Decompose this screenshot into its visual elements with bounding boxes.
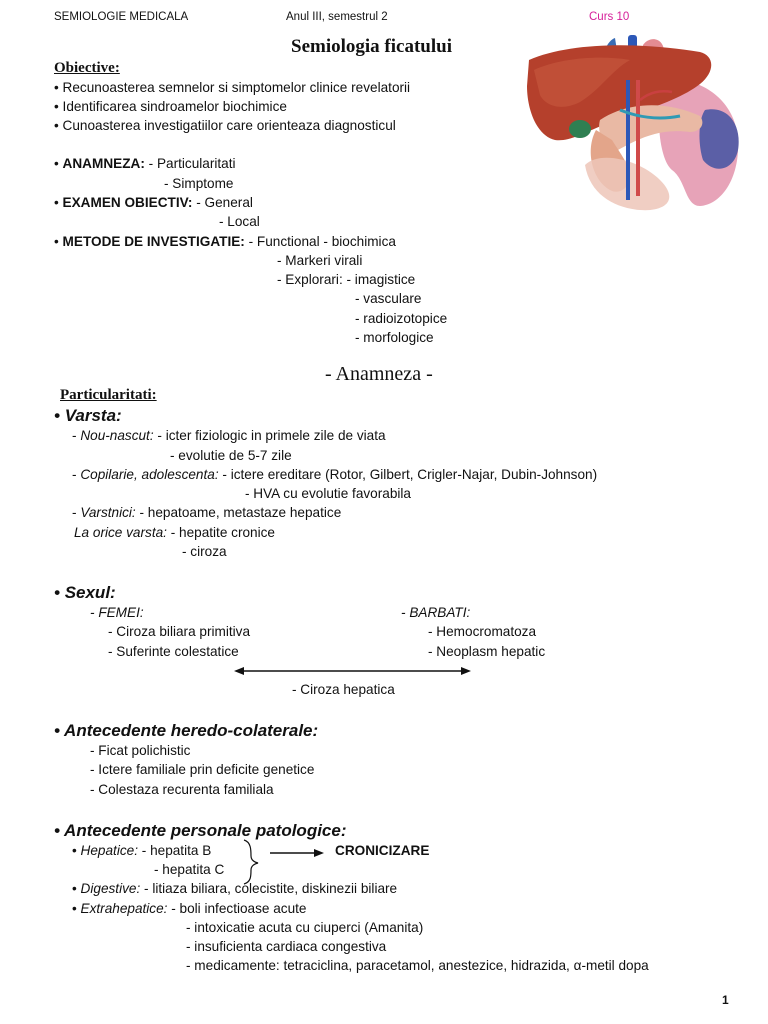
personale-hepatice-line: - hepatita C [154, 862, 225, 877]
outline-explorari-item: - vasculare [355, 291, 422, 306]
personale-extrahepatice-line: - boli infectioase acute [171, 901, 307, 916]
varsta-varstnici-label: Varstnici: [80, 505, 136, 520]
section-title: - Anamneza - [325, 363, 433, 385]
outline-metode-line: - Explorari: - imagistice [277, 272, 416, 287]
sexul-femei-item: - Suferinte colestatice [108, 644, 239, 659]
course-name: SEMIOLOGIE MEDICALA [54, 11, 189, 23]
sexul-femei-item: - Ciroza biliara primitiva [108, 624, 251, 639]
heredo-heading: • Antecedente heredo-colaterale: [54, 721, 319, 740]
lecture-number: Curs 10 [589, 11, 630, 23]
outline-metode: • METODE DE INVESTIGATIE: - Functional - biochimica [54, 234, 396, 249]
varsta-heading: • Varsta: [54, 406, 122, 425]
personale-extrahepatice-line: - insuficienta cardiaca congestiva [186, 939, 387, 954]
personale-extrahepatice-label: Extrahepatice: [80, 901, 168, 916]
personale-digestive-label: Digestive: [80, 881, 141, 896]
page-number: 1 [722, 993, 729, 1007]
varsta-orice [74, 525, 275, 540]
heredo-heading-text: Antecedente heredo-colaterale: [64, 721, 319, 740]
personale-hepatice-label: Hepatice: [80, 843, 138, 858]
sexul-femei-label-text: FEMEI: [98, 605, 144, 620]
outline-examen-line: - Local [219, 214, 260, 229]
varsta-nou-nascut-line: - icter fiziologic in primele zile de viata [157, 428, 386, 443]
course-year: Anul III, semestrul 2 [286, 11, 388, 23]
varsta-nou-nascut-line: - evolutie de 5-7 zile [170, 448, 292, 463]
sexul-heading: • Sexul: [54, 583, 116, 602]
outline-metode-label: METODE DE INVESTIGATIE: [62, 234, 245, 249]
objective-item: • Recunoasterea semnelor si simptomelor clinice revelatorii [54, 80, 411, 95]
objective-item: • Identificarea sindroamelor biochimice [54, 99, 287, 114]
varsta-heading-text: Varsta: [64, 406, 122, 425]
outline-anamneza-line: - Particularitati [148, 156, 236, 171]
varsta-nou-nascut-label: Nou-nascut: [80, 428, 154, 443]
outline-anamneza-label: ANAMNEZA: [62, 156, 145, 171]
personale-extrahepatice: • Extrahepatice: - boli infectioase acute [72, 901, 307, 916]
outline-examen-label: EXAMEN OBIECTIV: [62, 195, 193, 210]
varsta-varstnici-line: - hepatoame, metastaze hepatice [139, 505, 342, 520]
outline-explorari-item: - radioizotopice [355, 311, 448, 326]
sexul-barbati-item: - Hemocromatoza [428, 624, 537, 639]
heredo-item: - Ficat polichistic [90, 743, 191, 758]
personale-digestive: • Digestive: - litiaza biliara, colecistite, diskinezii biliare [72, 881, 398, 896]
outline-metode-line: - Markeri virali [277, 253, 363, 268]
outline-examen: • EXAMEN OBIECTIV: - General [54, 195, 253, 210]
outline-metode-line: - Functional - biochimica [248, 234, 396, 249]
varsta-orice-line: - hepatite cronice [170, 525, 275, 540]
personale-heading: • Antecedente personale patologice: [54, 821, 347, 840]
personale-extrahepatice-line: - intoxicatie acuta cu ciuperci (Amanita) [186, 920, 424, 935]
varsta-copilarie-line: - ictere ereditare (Rotor, Gilbert, Crigler-Najar, Dubin-Johnson) [222, 467, 598, 482]
varsta-copilarie-line: - HVA cu evolutie favorabila [245, 486, 411, 501]
personale-extrahepatice-line: - medicamente: tetraciclina, paracetamol, anestezice, hidrazida, α-metil dopa [186, 958, 649, 973]
outline-explorari-item: - morfologice [355, 330, 434, 345]
particularitati-heading: Particularitati: [60, 387, 157, 403]
sexul-common: - Ciroza hepatica [292, 682, 395, 697]
sexul-femei-label: - FEMEI: [90, 605, 144, 620]
page-title: Semiologia ficatului [291, 36, 452, 57]
sexul-barbati-label-text: BARBATI: [409, 605, 471, 620]
personale-digestive-text: - litiaza biliara, colecistite, diskinezii biliare [144, 881, 398, 896]
varsta-varstnici: - Varstnici: - hepatoame, metastaze hepatice [72, 505, 342, 520]
outline-anamneza: • ANAMNEZA: - Particularitati [54, 156, 236, 171]
personale-hepatice: • Hepatice: - hepatita B [72, 843, 212, 858]
sexul-barbati-item: - Neoplasm hepatic [428, 644, 546, 659]
heredo-item: - Colestaza recurenta familiala [90, 782, 274, 797]
personale-heading-text: Antecedente personale patologice: [64, 821, 347, 840]
varsta-nou-nascut: - Nou-nascut: - icter fiziologic in primele zile de viata [72, 428, 386, 443]
varsta-copilarie-label: Copilarie, adolescenta: [80, 467, 219, 482]
outline-examen-line: - General [196, 195, 253, 210]
cronicizare-label: CRONICIZARE [335, 843, 430, 858]
sexul-barbati-label: - BARBATI: [401, 605, 471, 620]
outline-anamneza-line: - Simptome [164, 176, 234, 191]
gallbladder-icon [569, 120, 591, 138]
heredo-item: - Ictere familiale prin deficite genetice [90, 762, 315, 777]
objective-item: • Cunoasterea investigatiilor care orienteaza diagnosticul [54, 118, 396, 133]
objectives-heading: Obiective: [54, 60, 120, 76]
sexul-heading-text: Sexul: [64, 583, 116, 602]
varsta-copilarie: - Copilarie, adolescenta: - ictere ereditare (Rotor, Gilbert, Crigler-Najar, Dubin-Johnson) [72, 467, 598, 482]
varsta-orice-label: La orice varsta: [74, 525, 167, 540]
personale-hepatice-line: - hepatita B [141, 843, 212, 858]
brace-icon [244, 840, 258, 884]
varsta-orice-line: - ciroza [182, 544, 227, 559]
